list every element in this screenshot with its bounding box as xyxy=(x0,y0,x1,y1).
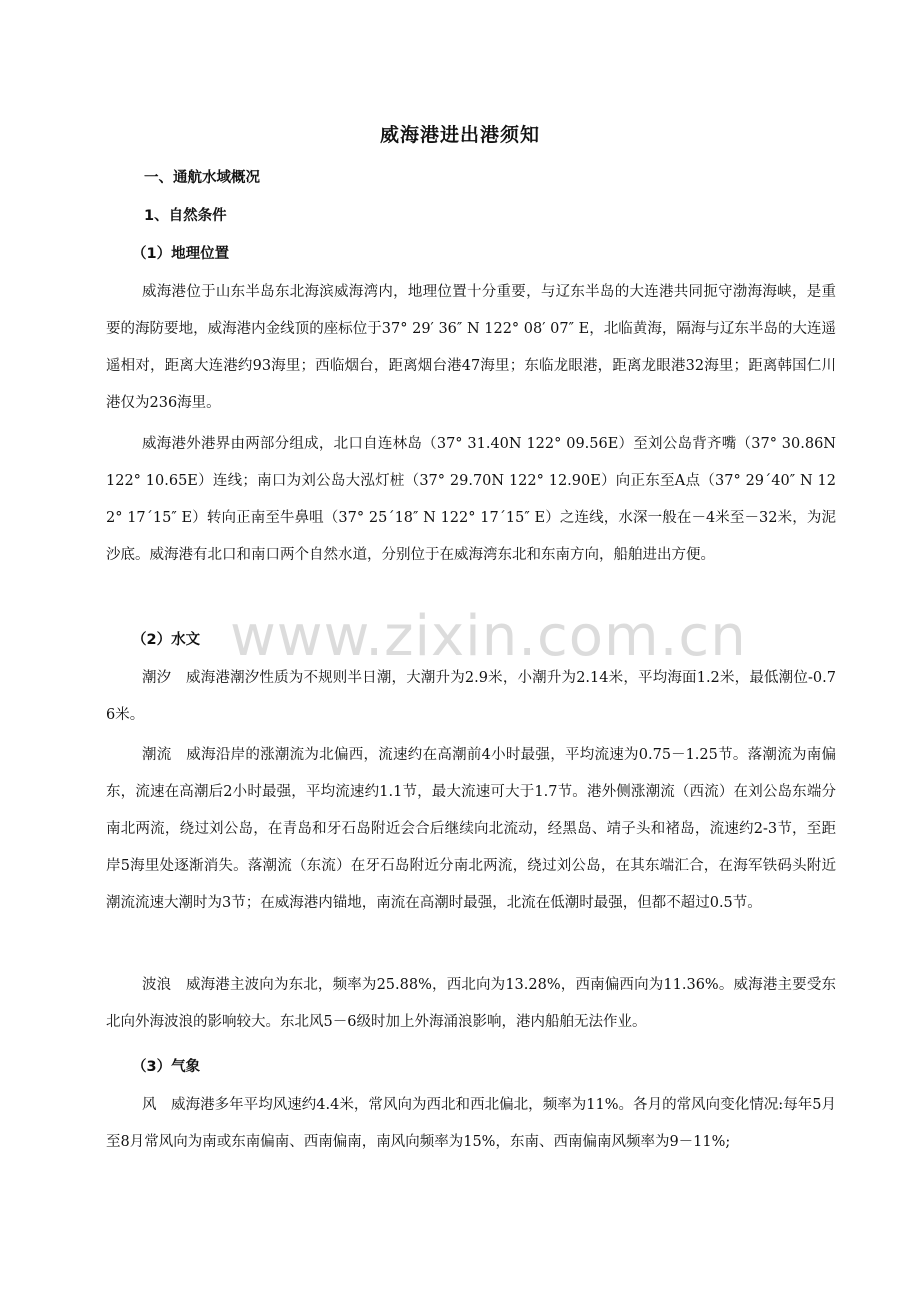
wind-paragraph: 风 威海港多年平均风速约4.4米，常风向为西北和西北偏北，频率为11%。各月的常风向变化情况:每年5月至8月常风向为南或东南偏南、西南偏南，南风向频率为15%，东南、西南偏南风频率为9－11%; xyxy=(106,1097,836,1150)
subsection-heading: 1、自然条件 xyxy=(144,208,227,224)
met-heading: （3）气象 xyxy=(132,1059,201,1075)
section-heading: 一、通航水域概况 xyxy=(144,170,260,186)
watermark: www.zixin.com.cn xyxy=(230,604,747,669)
current-paragraph: 潮流 威海沿岸的涨潮流为北偏西，流速约在高潮前4小时最强，平均流速为0.75－1.25节。落潮流为南偏东，流速在高潮后2小时最强，平均流速约1.1节，最大流速可大于1.7节。港外侧涨潮流（西流）在刘公岛东端分南北两流，绕过刘公岛，在青岛和牙石岛附近会合后继续向北流动，经黑岛、靖子头和褚岛，流速约2-3节，至距岸5海里处逐渐消失。落潮流（东流）在牙石岛附近分南北两流，绕过刘公岛，在其东端汇合，在海军铁码头附近潮流流速大潮时为3节；在威海港内锚地，南流在高潮时最强，北流在低潮时最强，但都不超过0.5节。 xyxy=(106,747,836,911)
document-title: 威海港进出港须知 xyxy=(379,124,540,146)
geo-paragraph-2: 威海港外港界由两部分组成，北口自连林岛（37° 31.40N 122° 09.56E）至刘公岛背齐嘴（37° 30.86N 122° 10.65E）连线；南口为刘公岛大泓灯桩（37° 29.70N 122° 12.90E）向正东至A点（37° 29´40″ N 122° 17´15″ E）转向正南至牛鼻咀（37° 25´18″ N 122° 17´15″ E）之连线，水深一般在－4米至－32米，为泥沙底。威海港有北口和南口两个自然水道，分别位于在威海湾东北和东南方向，船舶进出方便。 xyxy=(106,436,836,563)
tide-paragraph: 潮汐 威海港潮汐性质为不规则半日潮，大潮升为2.9米，小潮升为2.14米，平均海面1.2米，最低潮位-0.76米。 xyxy=(106,670,836,723)
geo-paragraph-1: 威海港位于山东半岛东北海滨威海湾内，地理位置十分重要，与辽东半岛的大连港共同扼守渤海海峡，是重要的海防要地，威海港内金线顶的座标位于37° 29′ 36″ N 122° 08′ 07″ E，北临黄海，隔海与辽东半岛的大连遥遥相对，距离大连港约93海里；西临烟台，距离烟台港47海里；东临龙眼港，距离龙眼港32海里；距离韩国仁川港仅为236海里。 xyxy=(106,284,836,411)
hydro-heading: （2）水文 xyxy=(132,632,201,648)
wave-paragraph: 波浪 威海港主波向为东北，频率为25.88%，西北向为13.28%，西南偏西向为11.36%。威海港主要受东北向外海波浪的影响较大。东北风5－6级时加上外海涌浪影响，港内船舶无法作业。 xyxy=(106,977,836,1030)
geo-heading: （1）地理位置 xyxy=(132,246,230,262)
